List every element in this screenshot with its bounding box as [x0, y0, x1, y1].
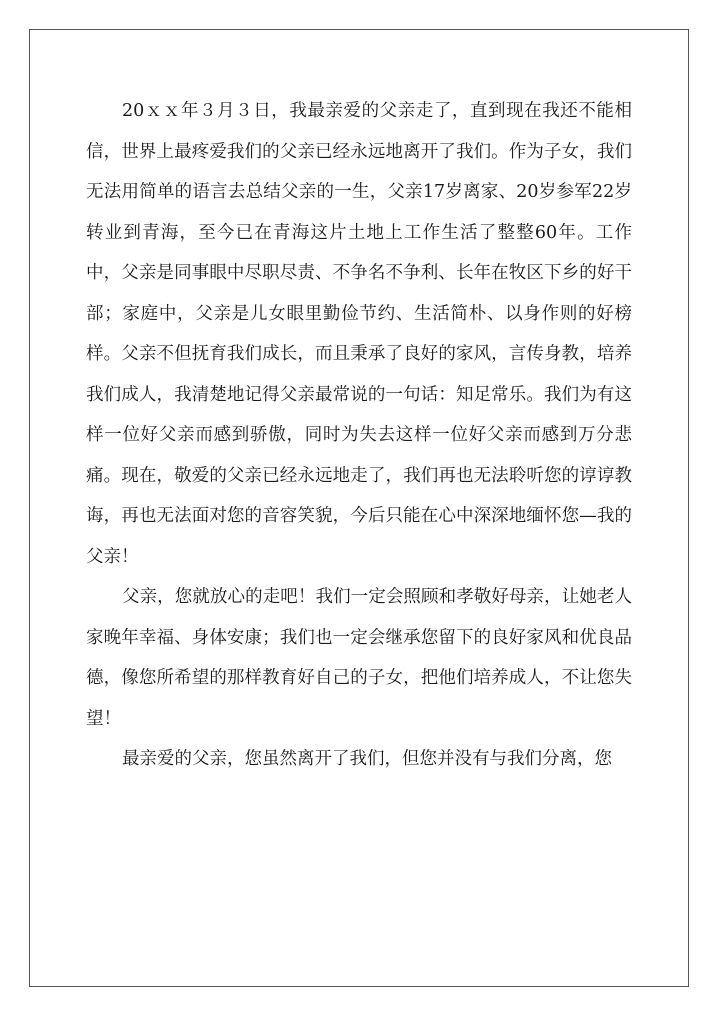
paragraph-3: 最亲爱的父亲，您虽然离开了我们，但您并没有与我们分离，您 [122, 749, 612, 769]
paragraph-1: 20ｘｘ年３月３日，我最亲爱的父亲走了，直到现在我还不能相信，世界上最疼爱我们的父亲已经永远地离开了我们。作为子女，我们无法用简单的语言去总结父亲的一生，父亲17岁离家、20岁参军22岁转业到青海，至今已在青海这片土地上工作生活了整整60年。工作中，父亲是同事眼中尽职尽责、不争名不争利、长年在牧区下乡的好干部；家庭中，父亲是儿女眼里勤俭节约、生活简朴、以身作则的好榜样。父亲不但抚育我们成长，而且秉承了良好的家风，言传身教，培养我们成人，我清楚地记得父亲最常说的一句话：知足常乐。我们为有这样一位好父亲而感到骄傲，同时为失去这样一位好父亲而感到万分悲痛。现在，敬爱的父亲已经永远地走了，我们再也无法聆听您的谆谆教诲，再也无法面对您的音容笑貌，今后只能在心中深深地缅怀您—我的父亲！ [86, 101, 632, 567]
document-body [86, 91, 632, 780]
paragraph-2: 父亲，您就放心的走吧！我们一定会照顾和孝敬好母亲，让她老人家晚年幸福、身体安康；我们也一定会继承您留下的良好家风和优良品德，像您所希望的那样教育好自己的子女，把他们培养成人，不让您失望！ [86, 587, 632, 729]
